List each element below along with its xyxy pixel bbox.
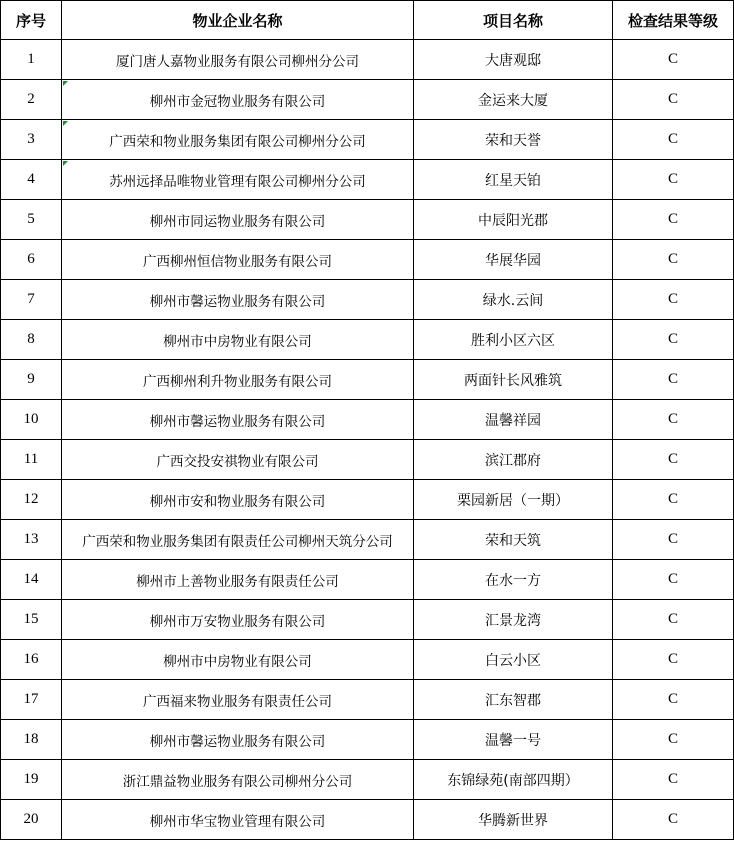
company-name-cell <box>62 440 414 480</box>
grade-cell: C <box>613 80 734 120</box>
grade-cell: C <box>613 440 734 480</box>
company-name-text: 苏州远择品唯物业管理有限公司柳州分公司 <box>109 173 366 190</box>
table-row <box>1 400 734 440</box>
company-name-cell <box>62 800 414 840</box>
company-name-text: 柳州市中房物业有限公司 <box>163 333 312 350</box>
grade-cell: C <box>613 320 734 360</box>
cell-error-marker-icon <box>63 121 68 126</box>
table-row <box>1 760 734 800</box>
row-index-cell: 3 <box>1 120 62 160</box>
project-name-cell: 东锦绿苑(南部四期） <box>414 760 613 800</box>
grade-cell: C <box>613 560 734 600</box>
grade-cell: C <box>613 40 734 80</box>
company-name-cell <box>62 120 414 160</box>
table-row <box>1 720 734 760</box>
grade-cell: C <box>613 280 734 320</box>
company-name-cell <box>62 480 414 520</box>
grade-cell: C <box>613 760 734 800</box>
table-row <box>1 240 734 280</box>
project-name-cell: 华展华园 <box>414 240 613 280</box>
table-body <box>1 40 734 840</box>
company-name-cell <box>62 240 414 280</box>
grade-cell: C <box>613 800 734 840</box>
company-name-text: 柳州市同运物业服务有限公司 <box>149 213 326 230</box>
row-index-cell: 14 <box>1 560 62 600</box>
table-row <box>1 520 734 560</box>
company-name-cell <box>62 360 414 400</box>
company-name-text: 柳州市中房物业有限公司 <box>163 653 312 670</box>
grade-cell: C <box>613 120 734 160</box>
grade-cell: C <box>613 360 734 400</box>
table-row <box>1 160 734 200</box>
header-index: 序号 <box>1 1 62 40</box>
company-name-text: 广西荣和物业服务集团有限公司柳州分公司 <box>109 133 366 150</box>
company-name-cell <box>62 400 414 440</box>
project-name-cell: 两面针长风雅筑 <box>414 360 613 400</box>
project-name-cell: 金运来大厦 <box>414 80 613 120</box>
company-name-text: 柳州市万安物业服务有限公司 <box>149 613 326 630</box>
company-name-cell <box>62 520 414 560</box>
row-index-cell: 10 <box>1 400 62 440</box>
company-name-cell <box>62 760 414 800</box>
project-name-cell: 栗园新居（一期） <box>414 480 613 520</box>
row-index-cell: 12 <box>1 480 62 520</box>
row-index-cell: 13 <box>1 520 62 560</box>
company-name-text: 柳州市上善物业服务有限责任公司 <box>136 573 339 590</box>
grade-cell: C <box>613 600 734 640</box>
project-name-cell: 红星天铂 <box>414 160 613 200</box>
grade-cell: C <box>613 520 734 560</box>
company-name-cell <box>62 80 414 120</box>
company-name-text: 柳州市馨运物业服务有限公司 <box>149 733 326 750</box>
grade-cell: C <box>613 640 734 680</box>
company-name-text: 广西柳州恒信物业服务有限公司 <box>143 253 332 270</box>
header-inspection-grade: 检查结果等级 <box>613 1 734 40</box>
table-row <box>1 640 734 680</box>
company-name-text: 广西柳州利升物业服务有限公司 <box>143 373 332 390</box>
company-name-cell <box>62 640 414 680</box>
row-index-cell: 15 <box>1 600 62 640</box>
row-index-cell: 2 <box>1 80 62 120</box>
row-index-cell: 6 <box>1 240 62 280</box>
row-index-cell: 18 <box>1 720 62 760</box>
grade-cell: C <box>613 240 734 280</box>
project-name-cell: 汇东智郡 <box>414 680 613 720</box>
header-company-name: 物业企业名称 <box>62 1 414 40</box>
company-name-cell <box>62 280 414 320</box>
company-name-cell <box>62 40 414 80</box>
company-name-text: 厦门唐人嘉物业服务有限公司柳州分公司 <box>116 53 359 70</box>
company-name-text: 广西交投安祺物业有限公司 <box>156 453 319 470</box>
table-row <box>1 600 734 640</box>
table-row <box>1 40 734 80</box>
row-index-cell: 19 <box>1 760 62 800</box>
company-name-text: 柳州市馨运物业服务有限公司 <box>149 413 326 430</box>
project-name-cell: 荣和天筑 <box>414 520 613 560</box>
grade-cell: C <box>613 680 734 720</box>
company-name-cell <box>62 680 414 720</box>
table-header <box>1 1 734 40</box>
table-row <box>1 320 734 360</box>
table-row <box>1 360 734 400</box>
row-index-cell: 5 <box>1 200 62 240</box>
table-row <box>1 680 734 720</box>
company-name-text: 柳州市华宝物业管理有限公司 <box>149 813 326 830</box>
project-name-cell: 汇景龙湾 <box>414 600 613 640</box>
grade-cell: C <box>613 480 734 520</box>
grade-cell: C <box>613 720 734 760</box>
company-name-cell <box>62 600 414 640</box>
table-row <box>1 440 734 480</box>
header-row <box>1 1 734 40</box>
row-index-cell: 16 <box>1 640 62 680</box>
row-index-cell: 7 <box>1 280 62 320</box>
project-name-cell: 在水一方 <box>414 560 613 600</box>
row-index-cell: 8 <box>1 320 62 360</box>
company-name-text: 柳州市金冠物业服务有限公司 <box>149 93 326 110</box>
company-name-text: 广西福来物业服务有限责任公司 <box>143 693 332 710</box>
table-row <box>1 280 734 320</box>
table-row <box>1 480 734 520</box>
project-name-cell: 滨江郡府 <box>414 440 613 480</box>
company-name-text: 柳州市馨运物业服务有限公司 <box>149 293 326 310</box>
table-row <box>1 80 734 120</box>
grade-cell: C <box>613 200 734 240</box>
table-row <box>1 800 734 840</box>
cell-error-marker-icon <box>63 161 68 166</box>
company-name-cell <box>62 200 414 240</box>
company-name-cell <box>62 560 414 600</box>
company-name-cell <box>62 720 414 760</box>
project-name-cell: 荣和天誉 <box>414 120 613 160</box>
company-name-cell <box>62 160 414 200</box>
table-row <box>1 560 734 600</box>
project-name-cell: 白云小区 <box>414 640 613 680</box>
table-row <box>1 200 734 240</box>
cell-error-marker-icon <box>63 81 68 86</box>
project-name-cell: 温馨祥园 <box>414 400 613 440</box>
project-name-cell: 华腾新世界 <box>414 800 613 840</box>
project-name-cell: 大唐观邸 <box>414 40 613 80</box>
row-index-cell: 1 <box>1 40 62 80</box>
table-row <box>1 120 734 160</box>
company-name-cell <box>62 320 414 360</box>
company-name-text: 广西荣和物业服务集团有限责任公司柳州天筑分公司 <box>82 533 393 550</box>
grade-cell: C <box>613 400 734 440</box>
row-index-cell: 20 <box>1 800 62 840</box>
header-project-name: 项目名称 <box>414 1 613 40</box>
company-name-text: 柳州市安和物业服务有限公司 <box>149 493 326 510</box>
row-index-cell: 17 <box>1 680 62 720</box>
project-name-cell: 温馨一号 <box>414 720 613 760</box>
row-index-cell: 4 <box>1 160 62 200</box>
project-name-cell: 中辰阳光郡 <box>414 200 613 240</box>
row-index-cell: 11 <box>1 440 62 480</box>
company-name-text: 浙江鼎益物业服务有限公司柳州分公司 <box>122 773 353 790</box>
project-name-cell: 胜利小区六区 <box>414 320 613 360</box>
grade-cell: C <box>613 160 734 200</box>
project-name-cell: 绿水.云间 <box>414 280 613 320</box>
row-index-cell: 9 <box>1 360 62 400</box>
